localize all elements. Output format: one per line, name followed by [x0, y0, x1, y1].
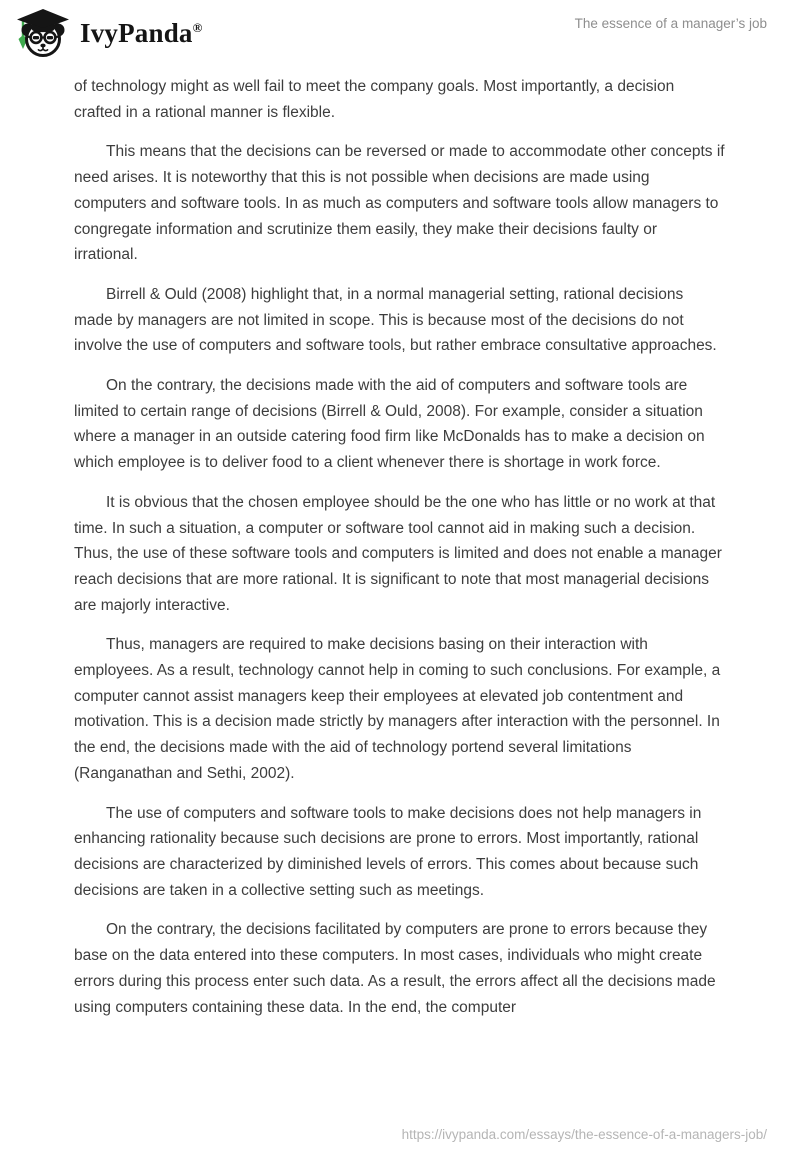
registered-mark: ® [192, 20, 203, 35]
essay-paragraph: Thus, managers are required to make decisions basing on their interaction with employees. As a result, technology cannot help in coming to such conclusions. For example, a computer cannot assist managers keep their employees at elevated job contentment and motivation. This is a decision made strictly by managers after interaction with the personnel. In the end, the decisions made with the aid of technology portend several limitations (Ranganathan and Sethi, 2002). [74, 636, 721, 782]
ivypanda-logo [14, 8, 203, 58]
essay-body [74, 74, 725, 1034]
essay-paragraph: Birrell & Ould (2008) highlight that, in a normal managerial setting, rational decisions made by managers are not limited in scope. This is because most of the decisions do not involve the use of computers and software tools, but rather embrace consultative approaches. [74, 285, 717, 355]
brand-wordmark [80, 8, 203, 58]
essay-paragraph: On the contrary, the decisions facilitated by computers are prone to errors because they base on the data entered into these computers. In most cases, individuals who might create errors during this process enter such data. As a result, the errors affect all the decisions made using computers containing these data. In the end, the computer [74, 921, 716, 1016]
essay-paragraph: On the contrary, the decisions made with the aid of computers and software tools are limited to certain range of decisions (Birrell & Ould, 2008). For example, consider a situation where a manager in an outside catering food firm like McDonalds has to make a decision on which employee is to deliver food to a client whenever there is shortage in work force. [74, 377, 705, 472]
essay-paragraph: of technology might as well fail to meet the company goals. Most importantly, a decision crafted in a rational manner is flexible. [74, 78, 675, 121]
brand-name: IvyPanda [80, 18, 193, 48]
panda-logo-icon [14, 8, 70, 58]
document-title: The essence of a manager’s job [574, 16, 767, 31]
essay-paragraph: It is obvious that the chosen employee should be the one who has little or no work at that time. In such a situation, a computer or software tool cannot aid in making such a decision. Thus, the use of these software tools and computers is limited and does not enable a manager reach decisions that are more rational. It is significant to note that most managerial decisions are majorly interactive. [74, 493, 722, 614]
source-url-link[interactable]: https://ivypanda.com/essays/the-essence-of-a-managers-job/ [401, 1127, 767, 1142]
essay-paragraph: This means that the decisions can be reversed or made to accommodate other concepts if need arises. It is noteworthy that this is not possible when decisions are made using computers and software tools. In as much as computers and software tools allow managers to congregate information and scrutinize them easily, they make their decisions faulty or irrational. [74, 143, 725, 264]
page-header [0, 0, 800, 62]
essay-paragraph: The use of computers and software tools to make decisions does not help managers in enhancing rationality because such decisions are prone to errors. Most importantly, rational decisions are characterized by diminished levels of errors. This comes about because such decisions are taken in a collective setting such as meetings. [74, 804, 702, 899]
